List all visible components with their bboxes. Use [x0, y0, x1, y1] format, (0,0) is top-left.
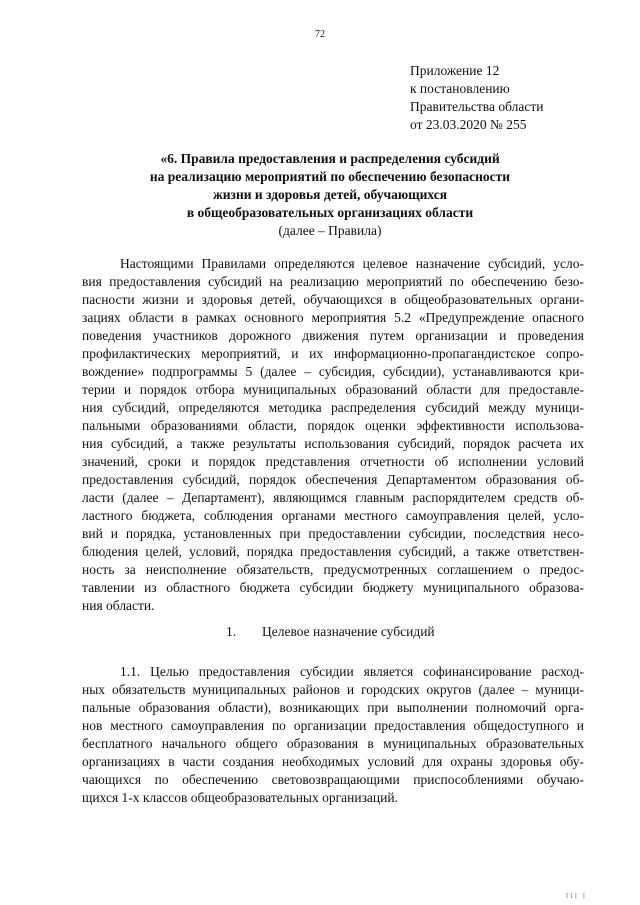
text-line: тавлении из областного бюджета субсидии бюджету муниципального образова-: [82, 580, 584, 595]
text-line: ласти (далее – Департамент), являющимся главным распорядителем средств об-: [82, 490, 584, 505]
text-line: ных обязательств муниципальных районов и городских округов (далее – муници-: [82, 682, 584, 697]
text-line: 1.1. Целью предоставления субсидии является софинансирование расход-: [120, 664, 584, 679]
appendix-line: Приложение 12: [410, 63, 500, 78]
title-line: «6. Правила предоставления и распределения субсидий: [160, 151, 500, 166]
purpose-paragraph: [82, 663, 584, 807]
text-line: поведения участников дорожного движения путем организации и проведения: [82, 328, 584, 343]
appendix-reference: [410, 62, 543, 134]
text-line: вождение» подпрограммы 5 (далее – субсидия, субсидии), устанавливаются кри-: [82, 364, 584, 379]
text-line: профилактических мероприятий, и их информационно-пропагандистское сопро-: [82, 346, 584, 361]
text-line: ность за неисполнение обязательств, предусмотренных соглашением о предос-: [82, 562, 584, 577]
intro-paragraph: [82, 255, 584, 615]
text-line: пальные образования области), возникающих при выполнении полномочий орга-: [82, 700, 584, 715]
text-line: терии и порядок отбора муниципальных образований области для предоставле-: [82, 382, 584, 397]
text-line: блюдения целей, условий, порядка предоставления субсидий, а также ответствен-: [82, 544, 584, 559]
text-line: бесплатного начального общего образования в муниципальных образовательных: [82, 736, 584, 751]
text-line: щихся 1-х классов общеобразовательных организаций.: [82, 790, 398, 805]
text-line: ластного бюджета, соблюдения органами местного самоуправления целей, усло-: [82, 508, 584, 523]
document-title: [100, 150, 560, 240]
text-line: значений, сроки и порядок представления отчетности об исполнении условий: [82, 454, 584, 469]
text-line: вий и порядка, установленных при предоставлении субсидии, последствия несо-: [82, 526, 584, 541]
text-line: организациях в части создания необходимых условий для охраны здоровья обу-: [82, 754, 584, 769]
appendix-line: к постановлению: [410, 81, 510, 96]
title-line: жизни и здоровья детей, обучающихся: [212, 187, 448, 202]
page-number: 72: [315, 29, 325, 40]
text-line: предоставления субсидий, порядок обеспечения Департаментом образования об-: [82, 472, 584, 487]
appendix-line: от 23.03.2020 № 255: [410, 117, 527, 132]
title-note: (далее – Правила): [278, 223, 382, 238]
text-line: зациях области в рамках основного мероприятия 5.2 «Предупреждение опасного: [82, 310, 584, 325]
scan-mark: III I: [566, 892, 588, 900]
title-line: на реализацию мероприятий по обеспечению безопасности: [149, 169, 511, 184]
text-line: ния области.: [82, 598, 155, 613]
text-line: ния субсидий, определяются методика распределения субсидий между муници-: [82, 400, 584, 415]
title-line: в общеобразовательных организациях области: [186, 205, 474, 220]
section-title: Целевое назначение субсидий: [262, 624, 435, 639]
text-line: Настоящими Правилами определяются целевое назначение субсидий, усло-: [120, 256, 584, 271]
text-line: вия предоставления субсидий на реализацию мероприятий по обеспечению безо-: [82, 274, 584, 289]
text-line: пальными образованиями области, порядок оценки эффективности использова-: [82, 418, 584, 433]
text-line: чающихся по обеспечению световозвращающими приспособлениями обучаю-: [82, 772, 584, 787]
text-line: пасности жизни и здоровья детей, обучающихся в общеобразовательных органи-: [82, 292, 584, 307]
section-number: 1.: [226, 624, 237, 639]
appendix-line: Правительства области: [410, 99, 544, 114]
text-line: нов местного самоуправления по организации предоставления общедоступного и: [82, 718, 584, 733]
text-line: ния субсидий, а также результаты использования субсидий, порядок расчета их: [82, 436, 584, 451]
